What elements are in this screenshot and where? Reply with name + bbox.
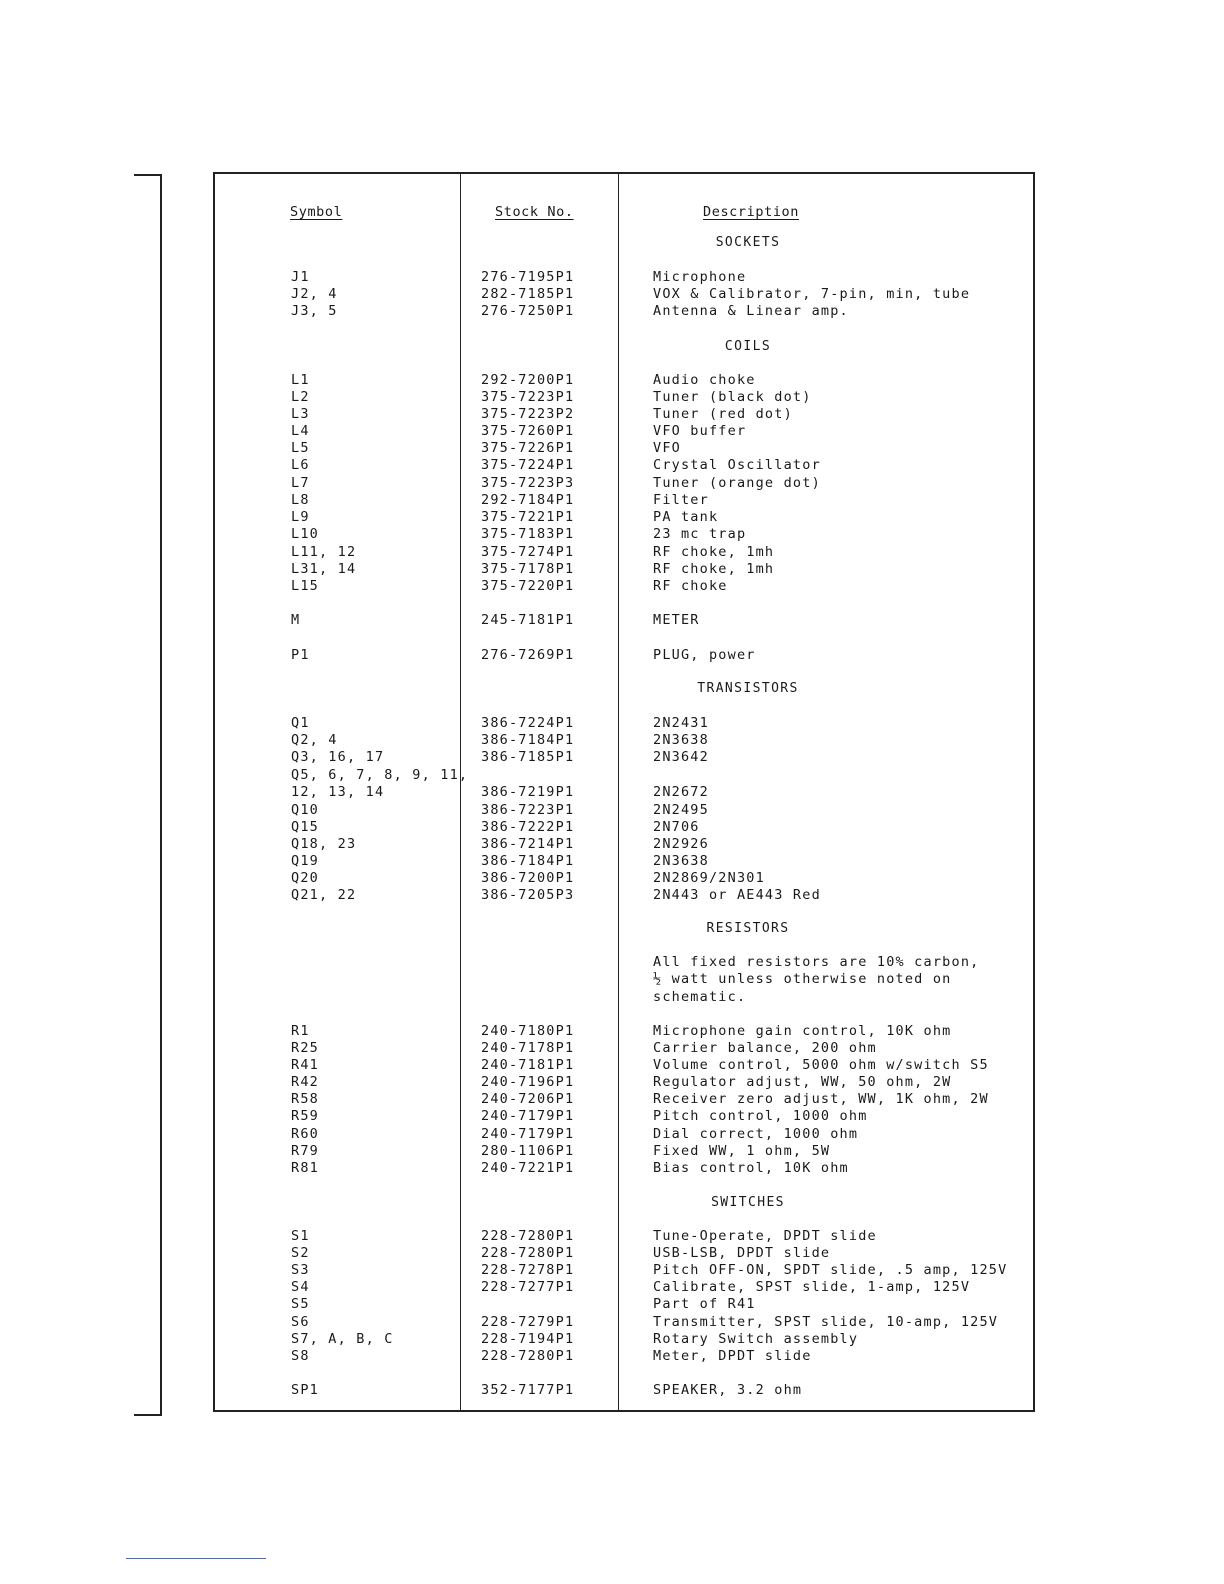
stock-no-cell: 240-7206P1 — [481, 1091, 575, 1107]
section-heading: SWITCHES — [711, 1195, 785, 1210]
symbol-cell: Q10 — [291, 802, 319, 818]
symbol-cell: Q3, 16, 17 — [291, 749, 385, 765]
symbol-cell: J2, 4 — [291, 286, 338, 302]
stock-no-cell: 240-7179P1 — [481, 1108, 575, 1124]
symbol-cell: P1 — [291, 647, 310, 663]
description-cell: Tuner (red dot) — [653, 406, 793, 422]
symbol-cell: L11, 12 — [291, 544, 357, 560]
stock-no-cell: 228-7279P1 — [481, 1314, 575, 1330]
description-cell: Receiver zero adjust, WW, 1K ohm, 2W — [653, 1091, 989, 1107]
stock-no-cell: 276-7250P1 — [481, 303, 575, 319]
stock-no-cell: 375-7223P3 — [481, 475, 575, 491]
description-cell: VFO buffer — [653, 423, 747, 439]
symbol-cell: L4 — [291, 423, 310, 439]
description-cell: Pitch OFF-ON, SPDT slide, .5 amp, 125V — [653, 1262, 1008, 1278]
description-cell: Tune-Operate, DPDT slide — [653, 1228, 877, 1244]
symbol-cell: S1 — [291, 1228, 310, 1244]
symbol-cell: L8 — [291, 492, 310, 508]
description-cell: Meter, DPDT slide — [653, 1348, 812, 1364]
description-cell: 23 mc trap — [653, 526, 747, 542]
symbol-cell: L2 — [291, 389, 310, 405]
description-cell: 2N3638 — [653, 853, 709, 869]
description-cell: Carrier balance, 200 ohm — [653, 1040, 877, 1056]
section-heading: RESISTORS — [706, 921, 790, 936]
stock-no-cell: 276-7269P1 — [481, 647, 575, 663]
description-cell: RF choke — [653, 578, 728, 594]
symbol-cell: R79 — [291, 1143, 319, 1159]
symbol-cell: S5 — [291, 1296, 310, 1312]
symbol-cell: S2 — [291, 1245, 310, 1261]
stock-no-cell: 276-7195P1 — [481, 269, 575, 285]
stock-no-cell: 240-7221P1 — [481, 1160, 575, 1176]
description-cell: Crystal Oscillator — [653, 457, 821, 473]
symbol-cell: Q2, 4 — [291, 732, 338, 748]
stock-no-cell: 292-7184P1 — [481, 492, 575, 508]
description-cell: All fixed resistors are 10% carbon, — [653, 954, 980, 970]
stock-no-cell: 375-7224P1 — [481, 457, 575, 473]
symbol-cell: SP1 — [291, 1382, 319, 1398]
description-cell: Bias control, 10K ohm — [653, 1160, 849, 1176]
description-cell: 2N2431 — [653, 715, 709, 731]
section-heading: TRANSISTORS — [697, 681, 799, 696]
stock-no-cell: 228-7280P1 — [481, 1348, 575, 1364]
description-cell: ½ watt unless otherwise noted on — [653, 971, 952, 987]
stock-no-cell: 386-7224P1 — [481, 715, 575, 731]
description-cell: 2N2672 — [653, 784, 709, 800]
stock-no-cell: 228-7278P1 — [481, 1262, 575, 1278]
description-cell: Dial correct, 1000 ohm — [653, 1126, 859, 1142]
stock-no-cell: 386-7222P1 — [481, 819, 575, 835]
stock-no-cell: 375-7274P1 — [481, 544, 575, 560]
description-cell: PA tank — [653, 509, 719, 525]
description-cell: 2N2495 — [653, 802, 709, 818]
stock-no-cell: 228-7280P1 — [481, 1245, 575, 1261]
symbol-cell: L1 — [291, 372, 310, 388]
symbol-cell: L15 — [291, 578, 319, 594]
footer-line — [126, 1558, 266, 1559]
description-cell: VFO — [653, 440, 681, 456]
stock-no-cell: 245-7181P1 — [481, 612, 575, 628]
stock-no-cell: 386-7223P1 — [481, 802, 575, 818]
description-cell: 2N443 or AE443 Red — [653, 887, 821, 903]
stock-no-cell: 240-7180P1 — [481, 1023, 575, 1039]
description-cell: Microphone gain control, 10K ohm — [653, 1023, 952, 1039]
stock-no-cell: 386-7184P1 — [481, 853, 575, 869]
stock-no-cell: 375-7178P1 — [481, 561, 575, 577]
description-cell: Fixed WW, 1 ohm, 5W — [653, 1143, 831, 1159]
description-cell: 2N2869/2N301 — [653, 870, 765, 886]
symbol-cell: S7, A, B, C — [291, 1331, 394, 1347]
description-cell: Tuner (orange dot) — [653, 475, 821, 491]
stock-no-cell: 375-7223P1 — [481, 389, 575, 405]
stock-no-cell: 375-7260P1 — [481, 423, 575, 439]
stock-no-cell: 228-7277P1 — [481, 1279, 575, 1295]
symbol-cell: S8 — [291, 1348, 310, 1364]
symbol-cell: L5 — [291, 440, 310, 456]
stock-no-cell: 228-7194P1 — [481, 1331, 575, 1347]
stock-no-cell: 375-7226P1 — [481, 440, 575, 456]
stock-no-cell: 386-7219P1 — [481, 784, 575, 800]
description-cell: Regulator adjust, WW, 50 ohm, 2W — [653, 1074, 952, 1090]
section-heading: COILS — [724, 339, 772, 354]
description-cell: Pitch control, 1000 ohm — [653, 1108, 868, 1124]
description-cell: 2N3642 — [653, 749, 709, 765]
description-cell: VOX & Calibrator, 7-pin, min, tube — [653, 286, 971, 302]
description-cell: 2N3638 — [653, 732, 709, 748]
stock-no-cell: 375-7220P1 — [481, 578, 575, 594]
description-cell: 2N706 — [653, 819, 700, 835]
stock-no-cell: 386-7214P1 — [481, 836, 575, 852]
symbol-cell: Q15 — [291, 819, 319, 835]
description-cell: 2N2926 — [653, 836, 709, 852]
symbol-cell: Q18, 23 — [291, 836, 357, 852]
symbol-cell: L3 — [291, 406, 310, 422]
description-cell: SPEAKER, 3.2 ohm — [653, 1382, 803, 1398]
stock-no-cell: 240-7178P1 — [481, 1040, 575, 1056]
description-cell: RF choke, 1mh — [653, 561, 775, 577]
description-cell: Filter — [653, 492, 709, 508]
stock-no-cell: 375-7221P1 — [481, 509, 575, 525]
symbol-cell: S3 — [291, 1262, 310, 1278]
symbol-cell: L10 — [291, 526, 319, 542]
symbol-cell: J1 — [291, 269, 310, 285]
stock-no-cell: 375-7223P2 — [481, 406, 575, 422]
symbol-cell: Q5, 6, 7, 8, 9, 11, — [291, 767, 469, 783]
stock-no-cell: 240-7179P1 — [481, 1126, 575, 1142]
stock-no-cell: 375-7183P1 — [481, 526, 575, 542]
symbol-cell: 12, 13, 14 — [291, 784, 385, 800]
symbol-cell: L9 — [291, 509, 310, 525]
description-cell: Audio choke — [653, 372, 756, 388]
symbol-cell: R58 — [291, 1091, 319, 1107]
symbol-cell: R25 — [291, 1040, 319, 1056]
description-cell: Volume control, 5000 ohm w/switch S5 — [653, 1057, 989, 1073]
stock-no-cell: 386-7205P3 — [481, 887, 575, 903]
symbol-cell: R60 — [291, 1126, 319, 1142]
header-description: Description — [703, 204, 800, 220]
symbol-cell: L31, 14 — [291, 561, 357, 577]
stock-no-cell: 280-1106P1 — [481, 1143, 575, 1159]
stock-no-cell: 240-7181P1 — [481, 1057, 575, 1073]
symbol-cell: S6 — [291, 1314, 310, 1330]
description-cell: Transmitter, SPST slide, 10-amp, 125V — [653, 1314, 999, 1330]
description-cell: RF choke, 1mh — [653, 544, 775, 560]
stock-no-cell: 386-7200P1 — [481, 870, 575, 886]
stock-no-cell: 352-7177P1 — [481, 1382, 575, 1398]
symbol-cell: R41 — [291, 1057, 319, 1073]
description-cell: Tuner (black dot) — [653, 389, 812, 405]
description-cell: Microphone — [653, 269, 747, 285]
description-cell: METER — [653, 612, 700, 628]
section-heading: SOCKETS — [715, 235, 781, 250]
symbol-cell: J3, 5 — [291, 303, 338, 319]
stock-no-cell: 386-7185P1 — [481, 749, 575, 765]
description-cell: Antenna & Linear amp. — [653, 303, 849, 319]
description-cell: Part of R41 — [653, 1296, 756, 1312]
header-stock-no: Stock No. — [495, 204, 574, 220]
symbol-cell: Q21, 22 — [291, 887, 357, 903]
description-cell: Rotary Switch assembly — [653, 1331, 859, 1347]
stock-no-cell: 228-7280P1 — [481, 1228, 575, 1244]
stock-no-cell: 292-7200P1 — [481, 372, 575, 388]
description-cell: USB-LSB, DPDT slide — [653, 1245, 831, 1261]
symbol-cell: M — [291, 612, 301, 628]
symbol-cell: L6 — [291, 457, 310, 473]
symbol-cell: R1 — [291, 1023, 310, 1039]
header-symbol: Symbol — [290, 204, 343, 220]
symbol-cell: R59 — [291, 1108, 319, 1124]
symbol-cell: R81 — [291, 1160, 319, 1176]
symbol-cell: Q19 — [291, 853, 319, 869]
symbol-cell: Q1 — [291, 715, 310, 731]
symbol-cell: L7 — [291, 475, 310, 491]
symbol-cell: R42 — [291, 1074, 319, 1090]
symbol-cell: Q20 — [291, 870, 319, 886]
stock-no-cell: 240-7196P1 — [481, 1074, 575, 1090]
description-cell: schematic. — [653, 989, 747, 1005]
description-cell: Calibrate, SPST slide, 1-amp, 125V — [653, 1279, 971, 1295]
stock-no-cell: 282-7185P1 — [481, 286, 575, 302]
symbol-cell: S4 — [291, 1279, 310, 1295]
stock-no-cell: 386-7184P1 — [481, 732, 575, 748]
description-cell: PLUG, power — [653, 647, 756, 663]
